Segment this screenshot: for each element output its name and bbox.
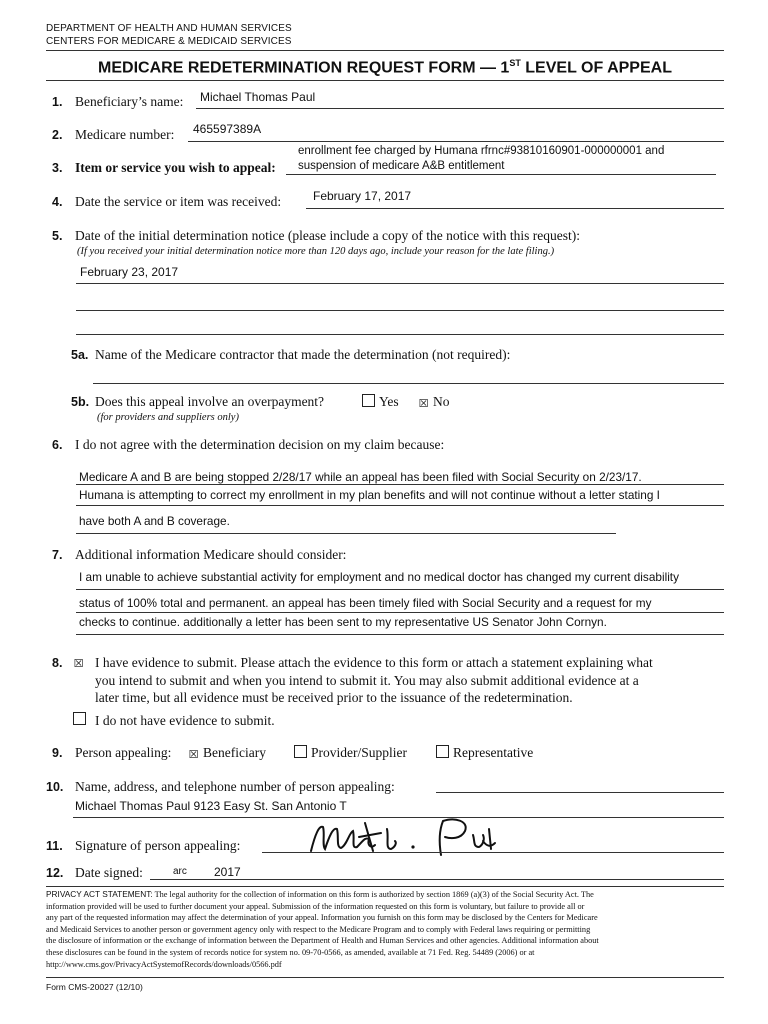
privacy-url: http://www.cms.gov/PrivacyActSystemofRecords/downloads/0566.pdf [46, 959, 282, 969]
q6-label: I do not agree with the determination decision on my claim because: [75, 437, 445, 452]
q8-number: 8. [52, 656, 63, 670]
representative-option[interactable]: Representative [436, 745, 533, 761]
q5b-label: Does this appeal involve an overpayment? [95, 394, 325, 409]
privacy-top-rule [46, 886, 724, 887]
q10-number: 10. [46, 780, 64, 794]
q10-line-1 [436, 792, 724, 793]
q4-line [306, 208, 724, 209]
representative-checkbox[interactable] [436, 745, 449, 758]
provider-checkbox[interactable] [294, 745, 307, 758]
privacy-bottom-rule [46, 977, 724, 978]
overpayment-no[interactable]: ☒ No [418, 394, 450, 410]
q5-note: (If you received your initial determination notice more than 120 days ago, include your reason for the late filing.) [77, 246, 555, 257]
dept-name: DEPARTMENT OF HEALTH AND HUMAN SERVICES [46, 23, 292, 34]
additional-info-line2[interactable]: status of 100% total and permanent. an appeal has been timely filed with Social Security and a request for my [79, 596, 652, 610]
q7-line-3 [76, 634, 724, 635]
provider-option[interactable]: Provider/Supplier [294, 745, 407, 761]
q9-label: Person appealing: [75, 745, 172, 760]
beneficiary-name-field[interactable]: Michael Thomas Paul [200, 90, 316, 104]
q3-label: Item or service you wish to appeal: [75, 160, 276, 175]
form-id: Form CMS-20027 (12/10) [46, 982, 143, 992]
beneficiary-checkbox[interactable]: ☒ [188, 748, 199, 761]
q5-line-1 [76, 283, 724, 284]
yes-checkbox[interactable] [362, 394, 375, 407]
header-rule [46, 50, 724, 51]
q8-option2-label: I do not have evidence to submit. [95, 713, 275, 728]
q7-line-1 [76, 589, 724, 590]
q5-line-2 [76, 310, 724, 311]
q5a-label: Name of the Medicare contractor that made the determination (not required): [95, 347, 511, 362]
q8-option1-line2: you intend to submit and when you intend to submit it. You may also submit additional evidence at a [95, 673, 639, 688]
medicare-number-field[interactable]: 465597389A [193, 122, 262, 136]
q7-line-2 [76, 612, 724, 613]
q8-option1-line1: I have evidence to submit. Please attach the evidence to this form or attach a statement explaining what [95, 655, 653, 670]
privacy-statement: PRIVACY ACT STATEMENT: The legal authority for the collection of information on this form is authorized by section 1869 (a)(3) of the Social Security Act. The information provided will be used to further document your appeal. Submission of the information requested on this form is voluntary, but failure to provide all or any part of the requested information may affect the determination of your appeal. Information you furnish on this form may be disclosed by the Centers for Medicare and Medicaid Services to another person or government agency only with respect to the Medicare Program and to comply with Federal laws requiring or permitting the disclosure of information or the exchange of information between the Department of Health and Human Services and other agencies. Additional information about these disclosures can be found in the system of records notice for system no. 09-70-0566, as amended, available at 71 Fed. Reg. 54489 (2006) or at http://www.cms.gov/PrivacyActSystemofRecords/downloads/0566.pdf [46, 889, 724, 970]
item-appealed-line1[interactable]: enrollment fee charged by Humana rfrnc#93810160901-000000001 and [298, 145, 665, 157]
q5b-number: 5b. [71, 395, 90, 409]
signature-line[interactable] [262, 852, 724, 853]
centers-name: CENTERS FOR MEDICARE & MEDICAID SERVICES [46, 36, 292, 47]
q4-label: Date the service or item was received: [75, 194, 282, 209]
q1-line [196, 108, 724, 109]
q3-line [286, 174, 716, 175]
q8-option1-line3: later time, but all evidence must be received prior to the issuance of the redetermination. [95, 690, 573, 705]
service-date-field[interactable]: February 17, 2017 [313, 189, 412, 203]
contractor-name-line[interactable] [93, 383, 724, 384]
q12-number: 12. [46, 866, 64, 880]
q5a-number: 5a. [71, 348, 89, 362]
item-appealed-line2[interactable]: suspension of medicare A&B entitlement [298, 160, 505, 172]
reason-line1[interactable]: Medicare A and B are being stopped 2/28/17 while an appeal has been filed with Social Security on 2/23/17. [79, 470, 642, 484]
q5b-note: (for providers and suppliers only) [97, 412, 239, 423]
overpayment-yes[interactable]: Yes [362, 394, 399, 410]
reason-line2[interactable]: Humana is attempting to correct my enrollment in my plan benefits and will not continue without a letter stating I [79, 488, 660, 502]
privacy-heading: PRIVACY ACT STATEMENT: [46, 889, 153, 899]
q6-number: 6. [52, 438, 63, 452]
q5-label: Date of the initial determination notice (please include a copy of the notice with this request): [75, 228, 580, 243]
q6-line-1 [76, 484, 724, 485]
q7-number: 7. [52, 548, 63, 562]
reason-line3[interactable]: have both A and B coverage. [79, 514, 230, 528]
title-rule [46, 80, 724, 81]
q3-number: 3. [52, 161, 63, 175]
q5-line-3 [76, 334, 724, 335]
no-evidence-option[interactable] [73, 712, 90, 728]
date-signed-line [150, 879, 724, 880]
q11-number: 11. [46, 839, 63, 853]
q6-line-2 [76, 505, 724, 506]
form-title: MEDICARE REDETERMINATION REQUEST FORM — 1ST LEVEL OF APPEAL [98, 58, 672, 77]
q11-label: Signature of person appealing: [75, 838, 241, 853]
q5-number: 5. [52, 229, 63, 243]
additional-info-line1[interactable]: I am unable to achieve substantial activity for employment and no medical doctor has changed my current disability [79, 570, 679, 584]
no-evidence-checkbox[interactable] [73, 712, 86, 725]
has-evidence-checkbox[interactable]: ☒ [73, 657, 84, 670]
q4-number: 4. [52, 195, 63, 209]
q12-label: Date signed: [75, 865, 143, 880]
q7-label: Additional information Medicare should consider: [75, 547, 347, 562]
appellant-contact-field[interactable]: Michael Thomas Paul 9123 Easy St. San Antonio T [75, 799, 347, 813]
q6-line-3 [76, 533, 616, 534]
date-signed-part-b[interactable]: 2017 [214, 865, 241, 879]
no-checkbox[interactable]: ☒ [418, 397, 429, 410]
q10-label: Name, address, and telephone number of person appealing: [75, 779, 395, 794]
signature-image [305, 815, 515, 861]
q2-line [188, 141, 724, 142]
q9-number: 9. [52, 746, 63, 760]
q1-number: 1. [52, 95, 63, 109]
q2-number: 2. [52, 128, 63, 142]
has-evidence-option[interactable] [73, 654, 88, 670]
determination-date-field[interactable]: February 23, 2017 [80, 265, 179, 279]
beneficiary-option[interactable]: ☒ Beneficiary [188, 745, 266, 761]
q2-label: Medicare number: [75, 127, 175, 142]
date-signed-part-a[interactable]: arc [173, 866, 187, 877]
q1-label: Beneficiary’s name: [75, 94, 184, 109]
additional-info-line3[interactable]: checks to continue. additionally a letter has been sent to my representative US Senator John Cornyn. [79, 615, 607, 629]
